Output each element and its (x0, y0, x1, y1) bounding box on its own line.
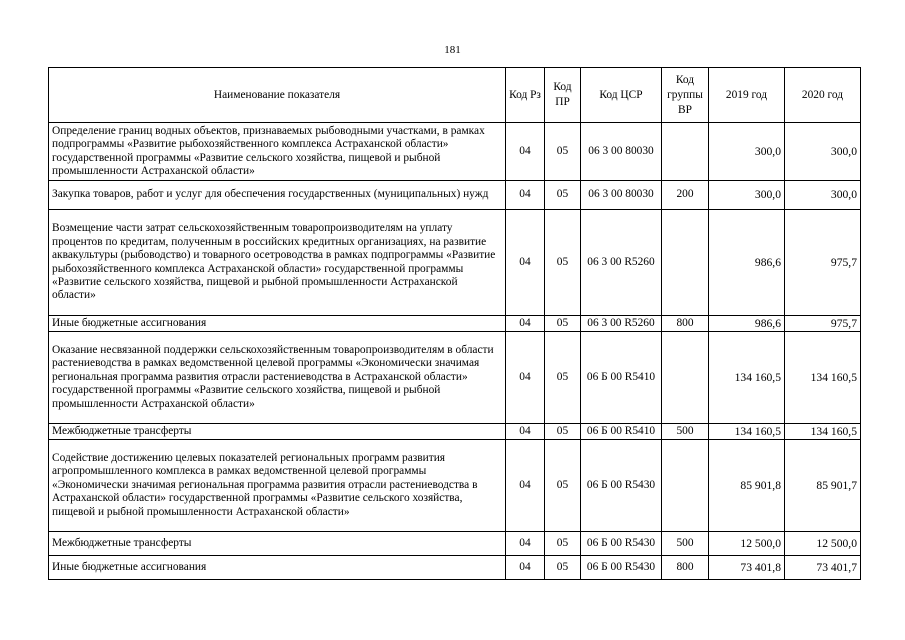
row-2019: 73 401,8 (709, 556, 785, 580)
row-name: Содействие достижению целевых показателей региональных программ развития агропромышленного комплекса в рамках ведомственной целевой программы «Экономически значимая региональная программа развития отрасли растениеводства в Астраханской области» государственной программы «Развитие сельского хозяйства, пищевой и рыбной промышленности Астраханской области» (49, 440, 506, 532)
row-pr: 05 (545, 532, 581, 556)
table-row (49, 440, 861, 532)
row-2019: 300,0 (709, 123, 785, 181)
row-vr: 500 (662, 532, 709, 556)
row-2020: 134 160,5 (785, 332, 861, 424)
header-2020: 2020 год (785, 68, 861, 123)
row-csr: 06 Б 00 R5430 (581, 532, 662, 556)
row-2019: 12 500,0 (709, 532, 785, 556)
row-vr (662, 210, 709, 316)
table-row (49, 424, 861, 440)
budget-table (48, 67, 861, 580)
row-2019: 986,6 (709, 210, 785, 316)
header-pr: Код ПР (545, 68, 581, 123)
row-2020: 85 901,7 (785, 440, 861, 532)
header-csr: Код ЦСР (581, 68, 662, 123)
row-2020: 975,7 (785, 316, 861, 332)
row-pr: 05 (545, 424, 581, 440)
row-2019: 300,0 (709, 181, 785, 210)
row-2020: 73 401,7 (785, 556, 861, 580)
row-rz: 04 (506, 316, 545, 332)
table-row (49, 316, 861, 332)
row-csr: 06 3 00 R5260 (581, 316, 662, 332)
row-2020: 975,7 (785, 210, 861, 316)
row-2020: 300,0 (785, 123, 861, 181)
row-rz: 04 (506, 440, 545, 532)
table-row (49, 181, 861, 210)
row-rz: 04 (506, 181, 545, 210)
row-vr: 800 (662, 556, 709, 580)
table-row (49, 123, 861, 181)
table-row (49, 556, 861, 580)
row-2020: 134 160,5 (785, 424, 861, 440)
row-2020: 12 500,0 (785, 532, 861, 556)
row-csr: 06 Б 00 R5430 (581, 556, 662, 580)
table-row (49, 210, 861, 316)
row-csr: 06 3 00 80030 (581, 181, 662, 210)
row-2019: 134 160,5 (709, 332, 785, 424)
row-vr (662, 332, 709, 424)
row-name: Возмещение части затрат сельскохозяйственным товаропроизводителям на уплату процентов по кредитам, полученным в российских кредитных организациях, на развитие аквакультуры (рыбоводство) и товарного осетроводства в рамках подпрограммы «Развитие рыбохозяйственного комплекса Астраханской области» государственной программы «Развитие сельского хозяйства, пищевой и рыбной промышленности Астраханской области» (49, 210, 506, 316)
row-vr: 800 (662, 316, 709, 332)
header-name: Наименование показателя (49, 68, 506, 123)
table-row (49, 532, 861, 556)
row-2019: 134 160,5 (709, 424, 785, 440)
row-rz: 04 (506, 123, 545, 181)
page-number: 181 (444, 44, 461, 56)
row-pr: 05 (545, 440, 581, 532)
row-2019: 85 901,8 (709, 440, 785, 532)
row-name: Межбюджетные трансферты (49, 424, 506, 440)
row-rz: 04 (506, 532, 545, 556)
row-name: Иные бюджетные ассигнования (49, 556, 506, 580)
row-vr: 500 (662, 424, 709, 440)
row-pr: 05 (545, 316, 581, 332)
row-name: Оказание несвязанной поддержки сельскохозяйственным товаропроизводителям в области растениеводства в рамках ведомственной целевой программы «Экономически значимая региональная программа развития отрасли растениеводства в Астраханской области» государственной программы «Развитие сельского хозяйства, пищевой и рыбной промышленности Астраханской области» (49, 332, 506, 424)
row-rz: 04 (506, 424, 545, 440)
table-row (49, 332, 861, 424)
row-name: Закупка товаров, работ и услуг для обеспечения государственных (муниципальных) нужд (49, 181, 506, 210)
row-rz: 04 (506, 332, 545, 424)
row-vr (662, 440, 709, 532)
row-csr: 06 3 00 80030 (581, 123, 662, 181)
row-pr: 05 (545, 556, 581, 580)
header-rz: Код Рз (506, 68, 545, 123)
row-rz: 04 (506, 556, 545, 580)
row-csr: 06 Б 00 R5410 (581, 424, 662, 440)
row-2020: 300,0 (785, 181, 861, 210)
row-name: Определение границ водных объектов, признаваемых рыбоводными участками, в рамках подпрограммы «Развитие рыбохозяйственного комплекса Астраханской области» государственной программы «Развитие сельского хозяйства, пищевой и рыбной промышленности Астраханской области» (49, 123, 506, 181)
header-vr: Код группы ВР (662, 68, 709, 123)
row-csr: 06 Б 00 R5430 (581, 440, 662, 532)
row-csr: 06 Б 00 R5410 (581, 332, 662, 424)
row-pr: 05 (545, 210, 581, 316)
row-pr: 05 (545, 181, 581, 210)
row-csr: 06 3 00 R5260 (581, 210, 662, 316)
header-2019: 2019 год (709, 68, 785, 123)
row-name: Иные бюджетные ассигнования (49, 316, 506, 332)
row-name: Межбюджетные трансферты (49, 532, 506, 556)
row-pr: 05 (545, 332, 581, 424)
table-header-row (49, 68, 861, 123)
row-pr: 05 (545, 123, 581, 181)
row-rz: 04 (506, 210, 545, 316)
row-vr (662, 123, 709, 181)
row-vr: 200 (662, 181, 709, 210)
row-2019: 986,6 (709, 316, 785, 332)
